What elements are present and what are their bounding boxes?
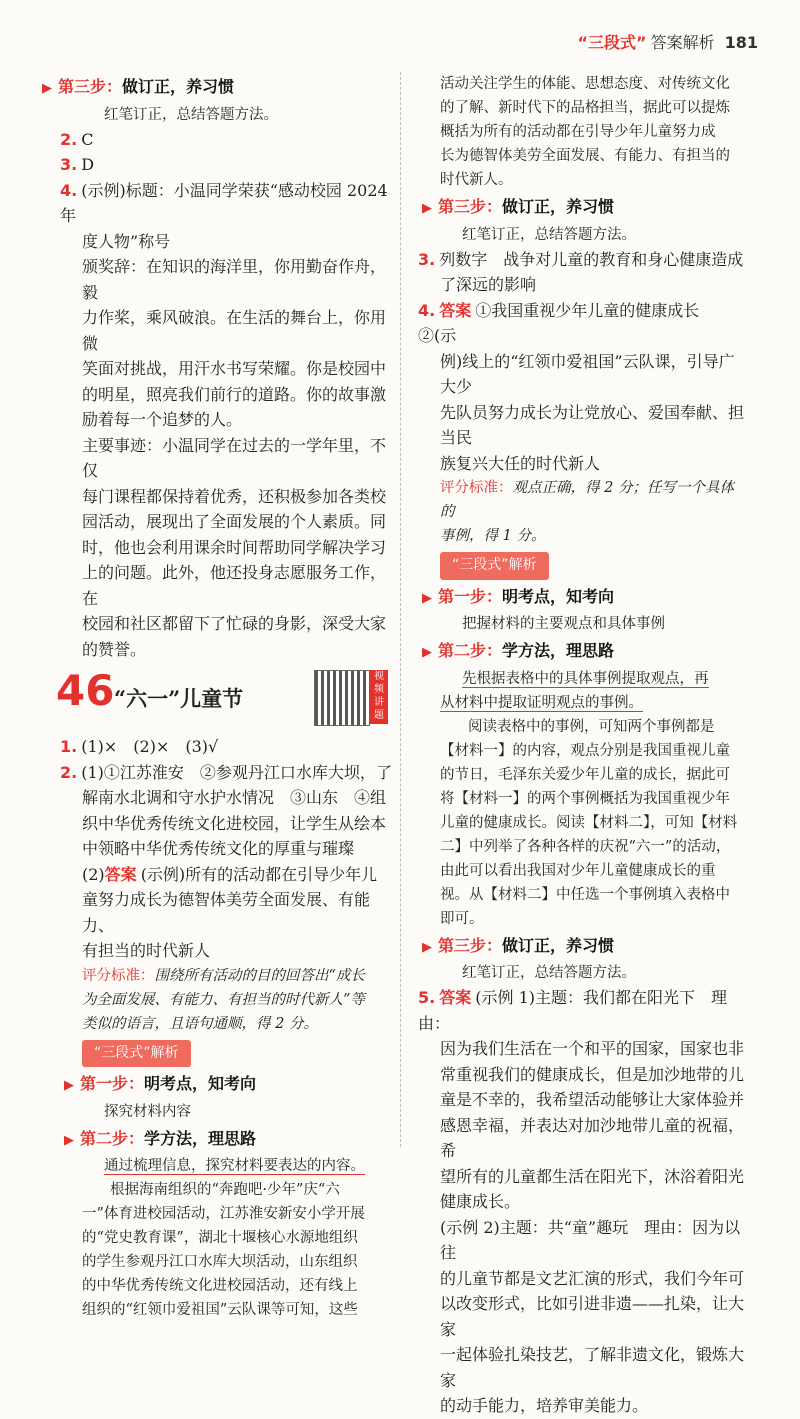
step-label: 第三步： xyxy=(58,77,123,96)
score-line xyxy=(60,964,392,988)
step-arrow-icon: ▶ xyxy=(64,1078,74,1093)
column-divider xyxy=(400,72,401,1147)
step2-para-line: 的“党史教育课”，湖北十堰核心水源地组织 xyxy=(82,1230,358,1246)
q5-line: 以改变形式，比如引进非遗——扎染，让大家 xyxy=(440,1294,745,1339)
step2-para-line: 的学生参观丹江口水库大坝活动，山东组织 xyxy=(82,1254,358,1270)
r-q3-line xyxy=(418,247,748,273)
l2-line: 中领略中华优秀传统文化的厚重与璀璨 xyxy=(82,839,355,858)
step2-para-line: 二】中列举了各种各样的庆祝“六一”的活动， xyxy=(440,838,731,855)
lesson-title: “六一”儿童节 xyxy=(114,686,244,711)
q3-num: 3. xyxy=(418,249,436,269)
q2-text: C xyxy=(81,129,94,149)
q4-line: 园活动，展现出了全面发展的个人素质。同 xyxy=(82,512,387,531)
q4-text: (示例)标题：小温同学荣获“感动校园 2024 年 xyxy=(60,180,388,225)
cont-line: 活动关注学生的体能、思想态度、对传统文化 xyxy=(440,76,730,92)
step3-heading xyxy=(422,194,748,222)
step3-body: 红笔订正，总结答题方法。 xyxy=(104,106,278,123)
step-label: 第一步： xyxy=(438,586,503,606)
step-label: 第三步： xyxy=(438,935,503,955)
step1-body: 探究材料内容 xyxy=(104,1103,191,1120)
left-column xyxy=(42,72,392,1322)
q5-line: 望所有的儿童都生活在阳光下，沐浴着阳光 xyxy=(440,1166,745,1186)
step3b-body: 红笔订正，总结答题方法。 xyxy=(462,965,636,981)
answer-tag: 答案 xyxy=(439,988,472,1007)
q4-line: 力作桨，乘风破浪。在生活的舞台上，你用微 xyxy=(82,308,387,353)
l2-text: (示例)所有的活动都在引导少年儿 xyxy=(140,864,378,884)
q4-line xyxy=(60,178,392,229)
cont-line: 概括为所有的活动都在引导少年儿童努力成 xyxy=(440,124,716,140)
l2-line: 织中华优秀传统文化进校园，让学生从绘本 xyxy=(82,813,387,833)
step2-para-line: 将【材料一】的两个事例概括为我国重视少年 xyxy=(440,790,730,807)
step-text: 明考点，知考向 xyxy=(144,1074,257,1093)
q5-line: 因为我们生活在一个和平的国家，国家也非 xyxy=(440,1039,745,1058)
qr-label: 视频讲题 xyxy=(370,670,388,724)
q4-line: 时，他也会利用课余时间帮助同学解决学习 xyxy=(82,537,387,557)
score-tag: 评分标准： xyxy=(440,480,513,496)
step-text: 明考点，知考向 xyxy=(502,586,615,606)
step-text: 做订正，养习惯 xyxy=(502,197,615,216)
step2-body-text: 通过梳理信息，探究材料要表达的内容。 xyxy=(104,1158,365,1174)
step2-body-text: 从材料中提取证明观点的事例。 xyxy=(440,694,643,711)
step3b-heading xyxy=(422,933,748,961)
score-line: 为全面发展、有能力、有担当的时代新人”等 xyxy=(82,991,365,1008)
l2-num: 2. xyxy=(60,762,78,782)
step2-para-line: 一”体育进校园活动，江苏淮安新安小学开展 xyxy=(82,1206,365,1222)
analysis-badge: “三段式”解析 xyxy=(440,552,549,580)
q5-line: 一起体验扎染技艺，了解非遗文化，锻炼大家 xyxy=(440,1345,745,1390)
right-column xyxy=(418,72,748,1419)
l2-line xyxy=(60,760,392,786)
step2-para-line: 【材料一】的内容，观点分别是我国重视儿童 xyxy=(440,742,730,759)
step2-para-line: 组织的“红领巾爱祖国”云队课等可知，这些 xyxy=(82,1302,358,1318)
page-number: 181 xyxy=(724,33,758,52)
page-header xyxy=(578,30,758,53)
step-arrow-icon: ▶ xyxy=(422,645,432,660)
step2-heading xyxy=(64,1126,392,1154)
q5-line xyxy=(418,985,748,1036)
step2-para-line: 儿童的健康成长。阅读【材料二】，可知【材料 xyxy=(440,814,738,831)
q5-line: 常重视我们的健康成长，但是加沙地带的儿 xyxy=(440,1064,745,1084)
score-line: 类似的语言，且语句通顺，得 2 分。 xyxy=(82,1015,318,1032)
analysis-badge: “三段式”解析 xyxy=(82,1040,191,1068)
step2-para-line: 阅读表格中的事例，可知两个事例都是 xyxy=(468,718,715,735)
q5-line: 的儿童节都是文艺汇演的形式，我们今年可 xyxy=(440,1268,745,1288)
q4-num: 4. xyxy=(60,180,78,200)
step-arrow-icon: ▶ xyxy=(422,201,432,216)
lesson-header xyxy=(56,666,392,732)
step1-body: 把握材料的主要观点和具体事例 xyxy=(462,616,665,632)
step3-heading xyxy=(42,74,392,102)
step2-para-line: 由此可以看出我国对少年儿童健康成长的重 xyxy=(440,862,716,879)
qr-code-icon[interactable] xyxy=(314,670,370,726)
step2-body-text: 先根据表格中的具体事例提取观点，再 xyxy=(462,670,709,687)
step2-para-line: 根据海南组织的“奔跑吧·少年”庆“六 xyxy=(110,1182,340,1198)
answer-tag: 答案 xyxy=(439,300,472,320)
q4-line: 校园和社区都留下了忙碌的身影，深受大家 xyxy=(82,614,387,633)
q3-num: 3. xyxy=(60,155,78,174)
score-text: 观点正确，得 2 分；任写一个具体的 xyxy=(440,480,734,520)
score-tag: 评分标准： xyxy=(82,967,155,984)
q4-line: 度人物”称号 xyxy=(82,231,171,251)
step1-heading xyxy=(422,584,748,612)
q5-line: (示例 2)主题：共“童”趣玩 理由：因为以往 xyxy=(440,1217,741,1262)
r-q4-line: 族复兴大任的时代新人 xyxy=(440,453,601,473)
step-text: 学方法，理思路 xyxy=(144,1128,257,1148)
q3-text: D xyxy=(81,155,95,174)
q4-line: 励着每一个追梦的人。 xyxy=(82,410,243,429)
cont-line: 的了解、新时代下的品格担当，据此可以提炼 xyxy=(440,100,730,116)
step2-para-line: 的中华优秀传统文化进校园活动，还有线上 xyxy=(82,1278,358,1294)
step-text: 学方法，理思路 xyxy=(502,641,615,660)
step2-para-line: 视。从【材料二】中任选一个事例填入表格中 xyxy=(440,886,730,903)
q5-line: 童是不幸的，我希望活动能够让大家体验并 xyxy=(440,1090,745,1109)
q4-line: 主要事迹：小温同学在过去的一学年里，不仅 xyxy=(82,435,387,480)
lesson-number: 46 xyxy=(56,666,115,715)
l1-answer xyxy=(60,734,392,760)
step-label: 第一步： xyxy=(80,1074,145,1093)
score-text: 围绕所有活动的目的回答出“成长 xyxy=(154,967,365,984)
score-line: 事例，得 1 分。 xyxy=(440,528,546,544)
header-subtitle: 答案解析 xyxy=(650,33,715,52)
q4-num: 4. xyxy=(418,300,436,320)
r-q4-line xyxy=(418,298,748,349)
q2-num: 2. xyxy=(60,129,78,149)
step-arrow-icon: ▶ xyxy=(422,939,432,955)
q5-line: 感恩幸福，并表达对加沙地带儿童的祝福，希 xyxy=(440,1115,745,1160)
q4-line: 的明星，照亮我们前行的道路。你的故事激 xyxy=(82,384,387,404)
cont-line: 长为德智体美劳全面发展、有能力、有担当的 xyxy=(440,148,730,164)
q4-line: 每门课程都保持着优秀，还积极参加各类校 xyxy=(82,486,387,506)
l2-line: 解南水北调和守水护水情况 ③山东 ④组 xyxy=(82,788,387,807)
l2-text: (1)①江苏淮安 ②参观丹江口水库大坝，了 xyxy=(81,762,392,782)
step2-para-line: 即可。 xyxy=(440,910,484,927)
l1-num: 1. xyxy=(60,737,78,756)
r-q4-line: 例)线上的“红领巾爱祖国”云队课，引导广大少 xyxy=(440,351,735,396)
step2-heading xyxy=(422,638,748,666)
q3-text: 列数字 战争对儿童的教育和身心健康造成 xyxy=(439,249,744,269)
step3-body: 红笔订正，总结答题方法。 xyxy=(462,226,636,243)
step-text: 做订正，养习惯 xyxy=(502,935,615,955)
q5-text: (示例 1)主题：我们都在阳光下 理由： xyxy=(418,988,727,1033)
q5-line: 的动手能力，培养审美能力。 xyxy=(440,1396,649,1415)
r-q3-line: 了深远的影响 xyxy=(440,275,537,294)
step-arrow-icon: ▶ xyxy=(64,1132,74,1148)
cont-line: 时代新人。 xyxy=(440,172,513,188)
step1-heading xyxy=(64,1071,392,1099)
l2-line xyxy=(60,862,392,888)
q4-line: 上的问题。此外，他还投身志愿服务工作，在 xyxy=(82,563,387,608)
step-arrow-icon: ▶ xyxy=(42,81,52,96)
step-label: 第二步： xyxy=(438,641,503,660)
r-q4-line: 先队员努力成长为让党放心、爱国奉献、担当民 xyxy=(440,402,745,447)
q5-num: 5. xyxy=(418,988,436,1007)
q3-answer xyxy=(60,152,392,178)
l2-line: 童努力成长为德智体美劳全面发展、有能力、 xyxy=(82,890,371,935)
q5-line: 健康成长。 xyxy=(440,1192,521,1211)
answer-tag: 答案 xyxy=(104,864,137,884)
step-label: 第三步： xyxy=(438,197,503,216)
header-brand: “三段式” xyxy=(577,33,647,52)
l2-prefix: (2) xyxy=(82,864,105,884)
q4-text: ①我国重视少年儿童的健康成长 ②(示 xyxy=(418,300,716,345)
score-line xyxy=(418,476,748,524)
q4-line: 的赞誉。 xyxy=(82,639,147,659)
step-text: 做订正，养习惯 xyxy=(122,77,235,96)
l2-line: 有担当的时代新人 xyxy=(82,941,211,960)
q4-line: 颁奖辞：在知识的海洋里，你用勤奋作舟，毅 xyxy=(82,257,387,302)
step2-body xyxy=(60,1154,392,1178)
l1-text: (1)× (2)× (3)√ xyxy=(81,737,219,756)
step-label: 第二步： xyxy=(80,1128,145,1148)
q4-line: 笑面对挑战，用汗水书写荣耀。你是校园中 xyxy=(82,359,387,378)
step-arrow-icon: ▶ xyxy=(422,590,432,606)
q2-answer xyxy=(60,127,392,153)
step2-body xyxy=(418,667,748,691)
step2-para-line: 的节日，毛泽东关爱少年儿童的成长，据此可 xyxy=(440,766,730,783)
step2-body xyxy=(418,691,748,715)
